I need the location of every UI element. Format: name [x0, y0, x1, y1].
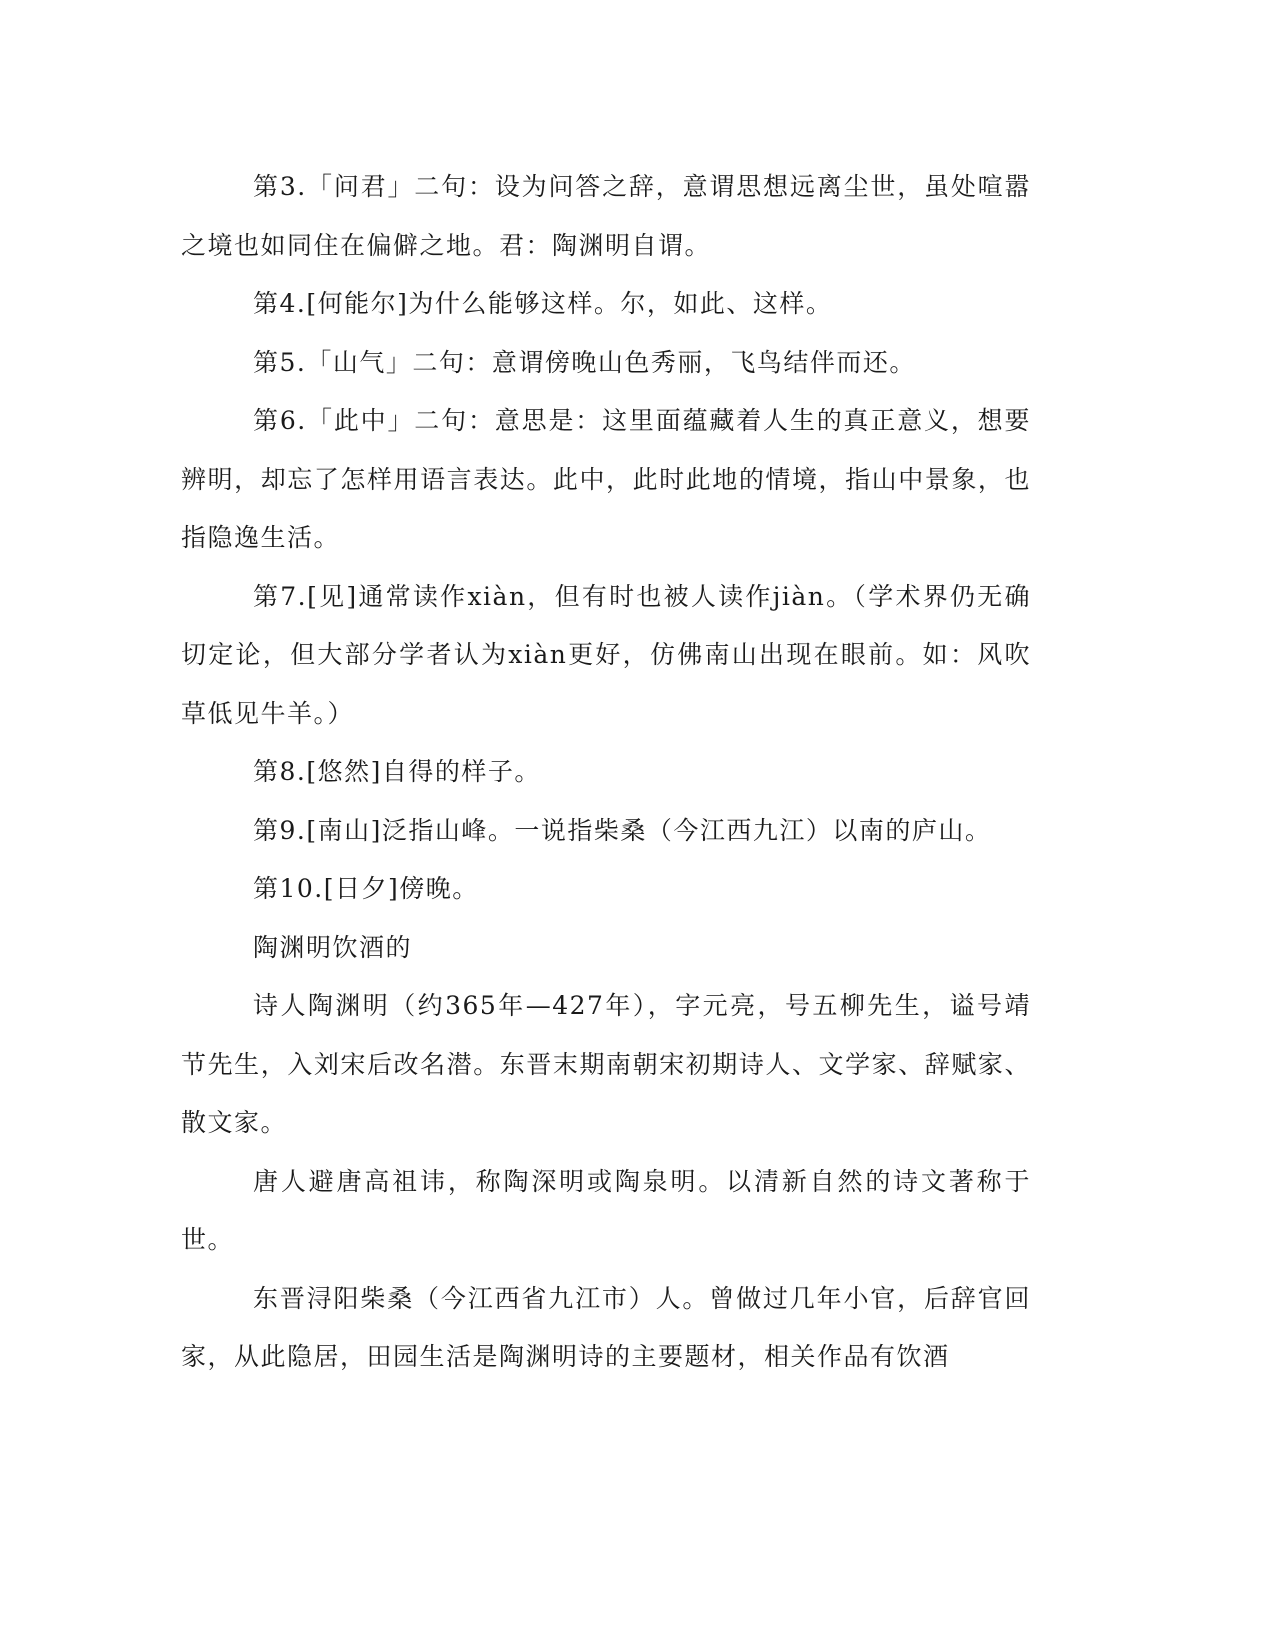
section-heading: 陶渊明饮酒的	[253, 932, 413, 962]
note-paragraph-6: 第6.「此中」二句：意思是：这里面蕴藏着人生的真正意义，想要辨明，却忘了怎样用语言表达。此中，此时此地的情境，指山中景象，也指隐逸生活。	[181, 406, 1031, 552]
note-paragraph-7: 第7.[见]通常读作xiàn，但有时也被人读作jiàn。（学术界仍无确切定论，但大部分学者认为xiàn更好，仿佛南山出现在眼前。如：风吹草低见牛羊。）	[181, 581, 1031, 728]
note-paragraph-4: 第4.[何能尔]为什么能够这样。尔，如此、这样。	[253, 289, 833, 318]
note-paragraph-9: 第9.[南山]泛指山峰。一说指柴桑（今江西九江）以南的庐山。	[253, 815, 992, 845]
bio-paragraph-1: 诗人陶渊明（约365年—427年），字元亮，号五柳先生，谥号靖节先生，入刘宋后改名潜。东晋末期南朝宋初期诗人、文学家、辞赋家、散文家。	[181, 991, 1031, 1137]
document-body	[181, 158, 1031, 1387]
note-paragraph-5: 第5.「山气」二句：意谓傍晚山色秀丽，飞鸟结伴而还。	[253, 347, 916, 377]
note-paragraph-8: 第8.[悠然]自得的样子。	[253, 757, 541, 786]
note-paragraph-3: 第3.「问君」二句：设为问答之辞，意谓思想远离尘世，虽处喧嚣之境也如同住在偏僻之地。君：陶渊明自谓。	[181, 172, 1031, 260]
note-paragraph-10: 第10.[日夕]傍晚。	[253, 874, 479, 903]
bio-paragraph-3: 东晋浔阳柴桑（今江西省九江市）人。曾做过几年小官，后辞官回家，从此隐居，田园生活是陶渊明诗的主要题材，相关作品有饮酒	[181, 1283, 1031, 1371]
bio-paragraph-2: 唐人避唐高祖讳，称陶深明或陶泉明。以清新自然的诗文著称于世。	[181, 1166, 1031, 1254]
